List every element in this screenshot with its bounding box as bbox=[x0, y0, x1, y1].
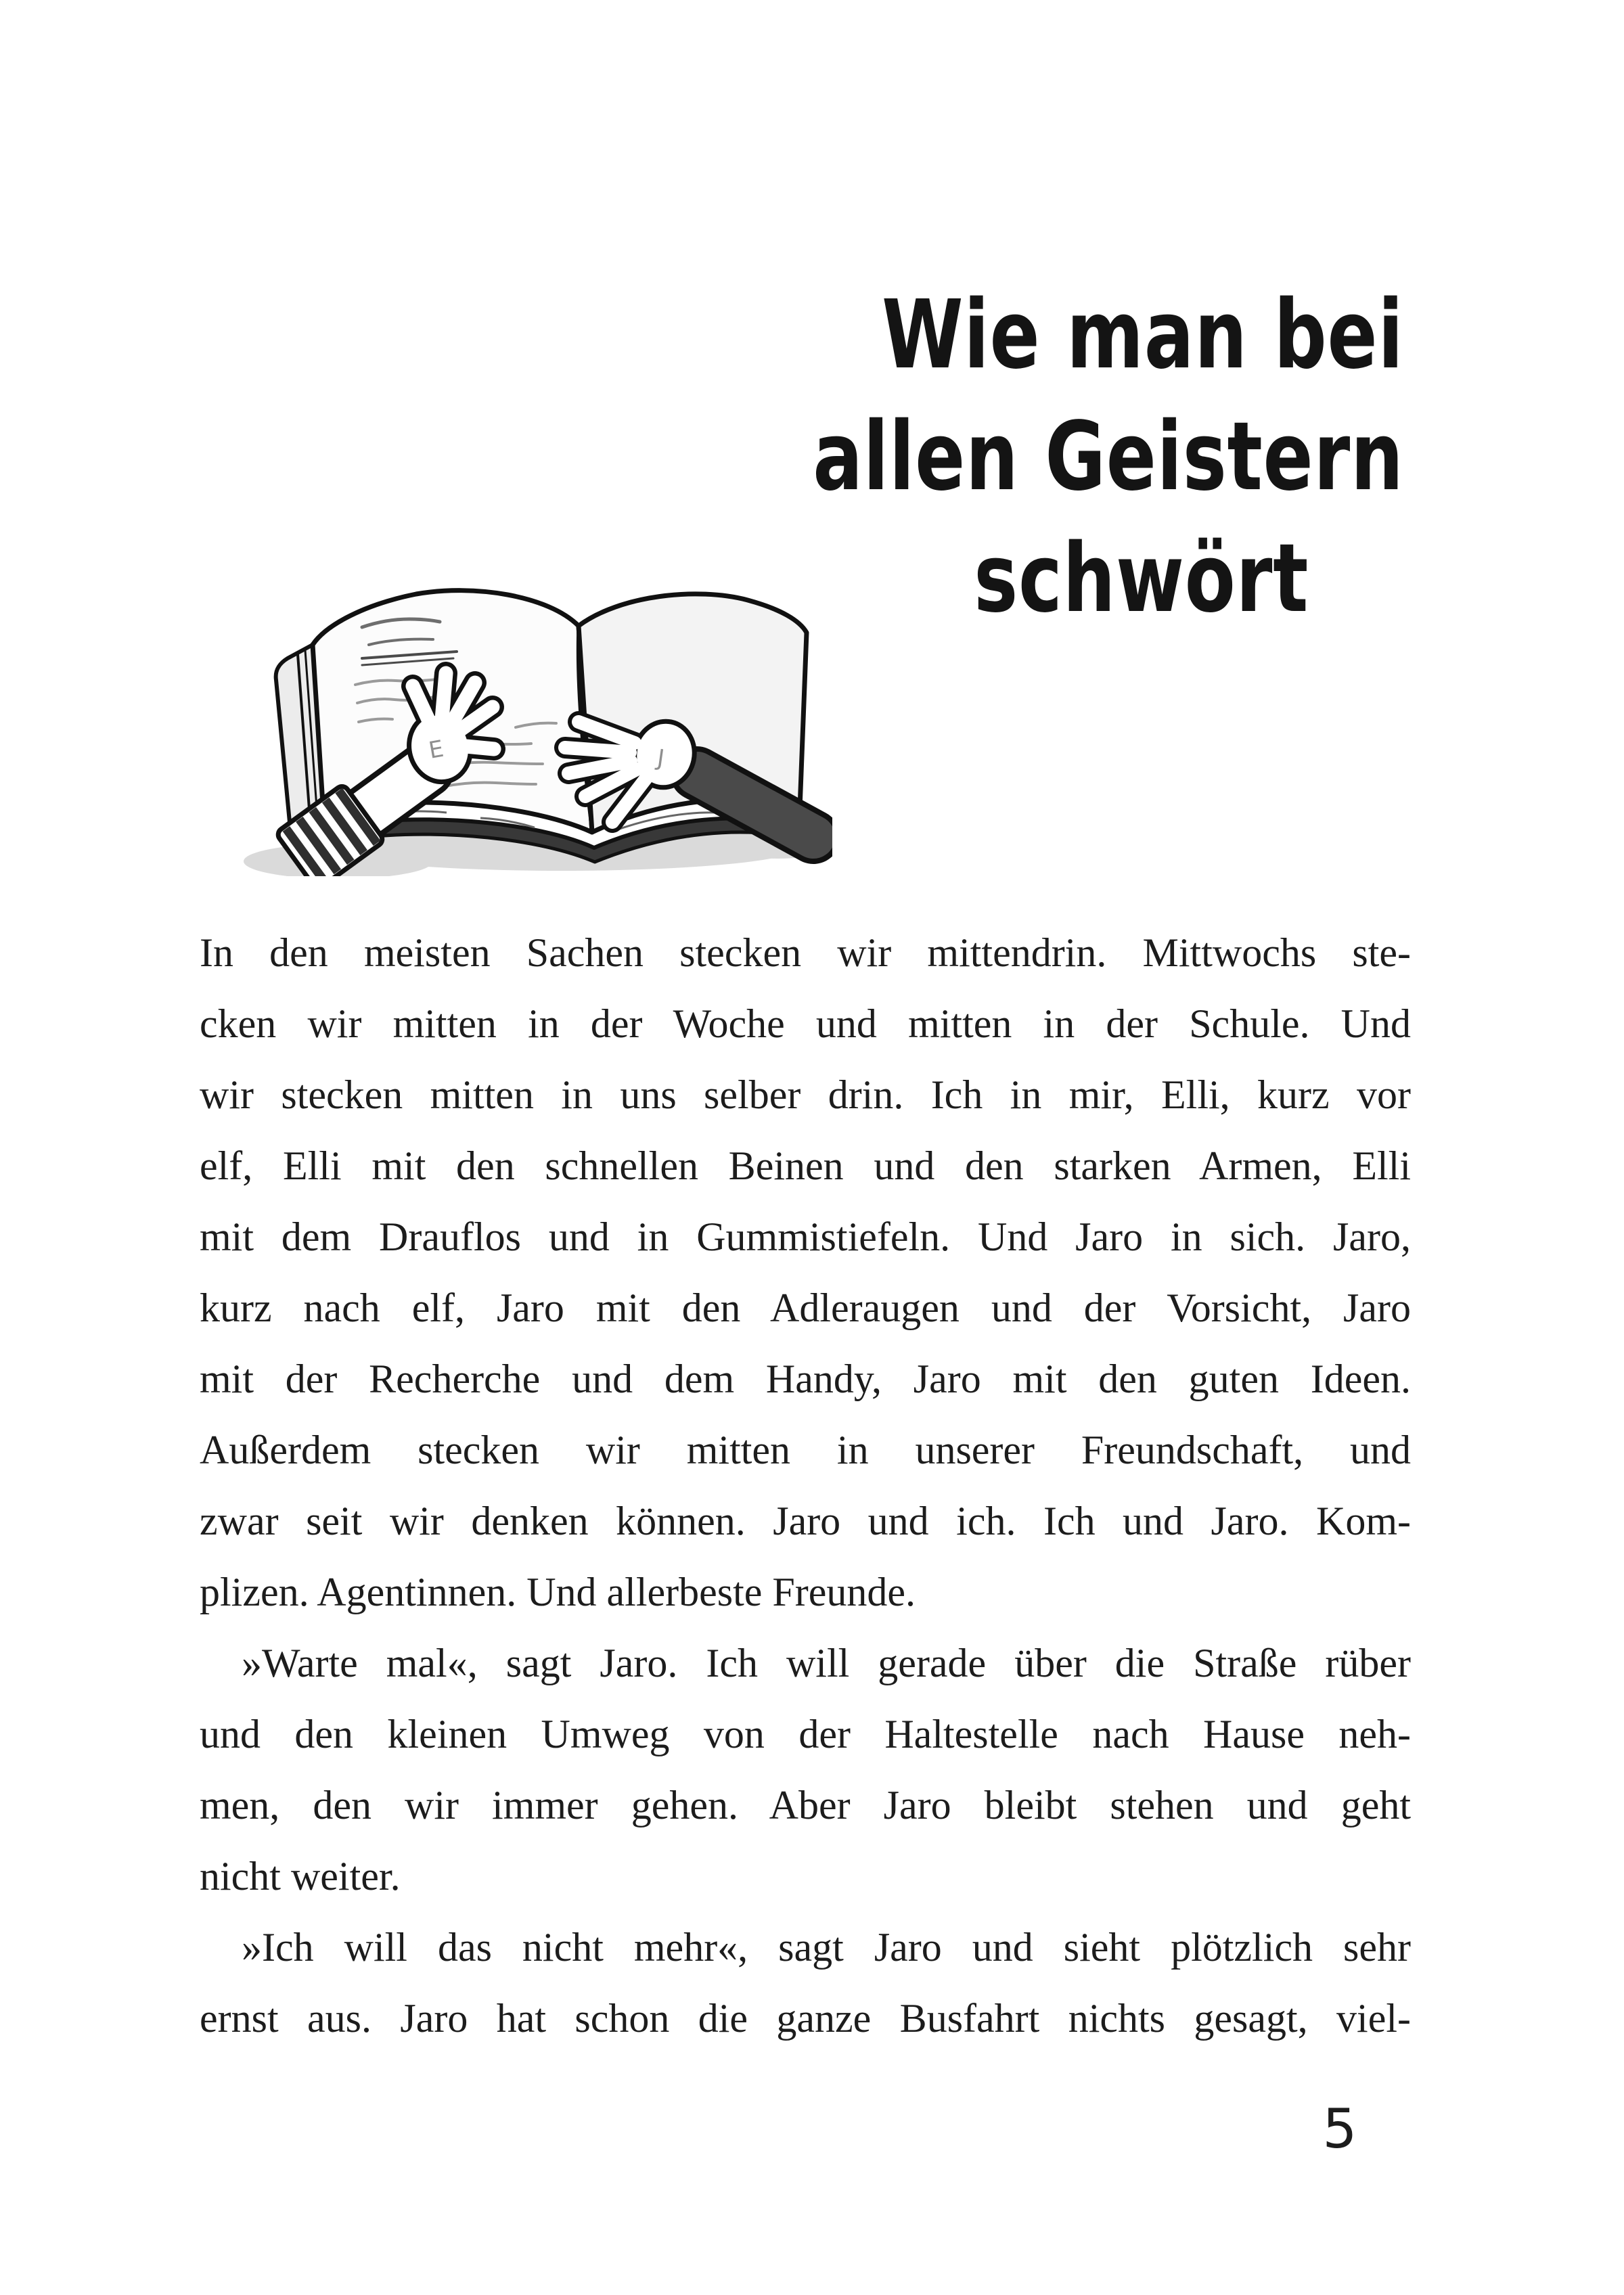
body-line: nicht weiter. bbox=[200, 1854, 401, 1899]
body-line: elf, Elli mit den schnellen Beinen und den starken Armen, Elli bbox=[200, 1143, 1411, 1188]
body-line: wir stecken mitten in uns selber drin. Ich in mir, Elli, kurz vor bbox=[200, 1072, 1411, 1117]
open-book-svg bbox=[223, 524, 832, 876]
body-line: men, den wir immer gehen. Aber Jaro bleibt stehen und geht bbox=[200, 1783, 1411, 1827]
body-line: plizen. Agentinnen. Und allerbeste Freunde. bbox=[200, 1570, 916, 1614]
body-line: cken wir mitten in der Woche und mitten in der Schule. Und bbox=[200, 1001, 1411, 1046]
page-number: 5 bbox=[1322, 2097, 1357, 2160]
chapter-title bbox=[813, 275, 1404, 640]
body-line: Außerdem stecken wir mitten in unserer Freundschaft, und bbox=[200, 1428, 1411, 1472]
chapter-title-line-2: allen Geistern bbox=[813, 402, 1404, 512]
body-line: ernst aus. Jaro hat schon die ganze Busfahrt nichts gesagt, viel- bbox=[200, 1996, 1411, 2041]
body-line: und den kleinen Umweg von der Haltestelle nach Hause neh- bbox=[200, 1712, 1411, 1756]
body-line: zwar seit wir denken können. Jaro und ich. Ich und Jaro. Kom- bbox=[200, 1499, 1411, 1543]
body-line: mit dem Drauflos und in Gummistiefeln. Und Jaro in sich. Jaro, bbox=[200, 1214, 1411, 1259]
body-text bbox=[200, 917, 1411, 2054]
chapter-title-line-3: schwört bbox=[974, 524, 1309, 634]
right-hand-letter: J bbox=[655, 744, 667, 773]
body-line: kurz nach elf, Jaro mit den Adleraugen und der Vorsicht, Jaro bbox=[200, 1286, 1411, 1330]
left-hand-letter: E bbox=[426, 735, 446, 765]
body-line: »Ich will das nicht mehr«, sagt Jaro und sieht plötzlich sehr bbox=[242, 1925, 1411, 1970]
open-book-illustration bbox=[223, 524, 832, 876]
chapter-title-line-1: Wie man bei bbox=[882, 280, 1404, 390]
body-line: »Warte mal«, sagt Jaro. Ich will gerade über die Straße rüber bbox=[242, 1641, 1411, 1685]
body-line: mit der Recherche und dem Handy, Jaro mit den guten Ideen. bbox=[200, 1357, 1411, 1401]
body-line: In den meisten Sachen stecken wir mittendrin. Mittwochs ste- bbox=[200, 930, 1411, 975]
